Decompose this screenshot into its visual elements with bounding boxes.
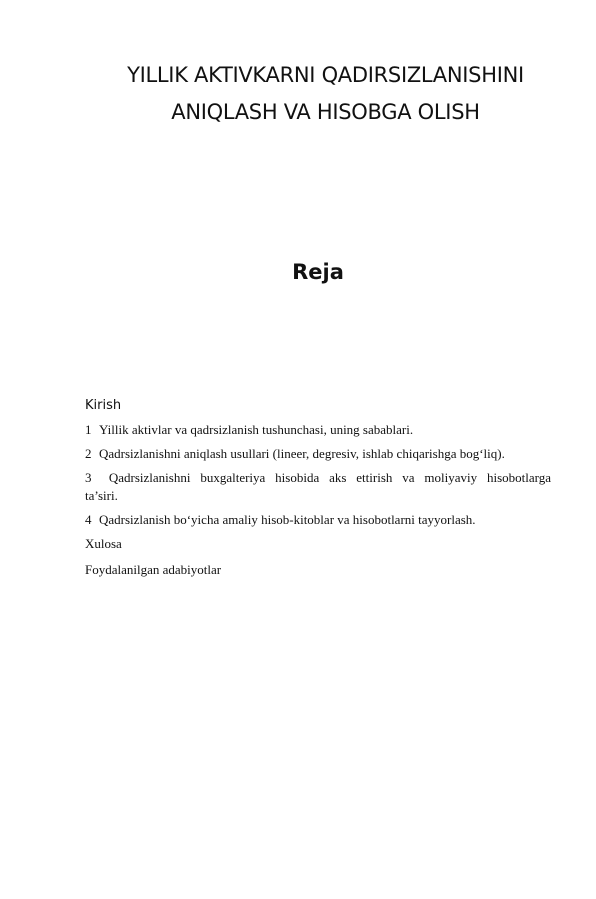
toc-item-1: [85, 421, 551, 439]
toc-item-text: Qadrsizlanishni aniqlash usullari (lineer, degresiv, ishlab chiqarishga bog‘liq).: [99, 446, 505, 461]
toc-item-4: [85, 511, 551, 529]
intro-heading: Kirish: [85, 398, 122, 413]
toc-item-number: 1: [85, 422, 92, 437]
document-page: [0, 57, 596, 899]
toc-item-text-line-1: Qadrsizlanishni buxgalteriya hisobida aks ettirish va moliyaviy hisobotlarga: [108, 470, 552, 485]
toc-item-2: [85, 445, 551, 463]
document-title-line-2: ANIQLASH VA HISOBGA OLISH: [171, 100, 480, 124]
document-title: [85, 57, 551, 131]
table-of-contents: [85, 421, 551, 579]
plan-heading: Reja: [292, 260, 344, 284]
toc-item-text-line-2: ta’siri.: [85, 488, 118, 503]
toc-item-references: Foydalanilgan adabiyotlar: [85, 562, 222, 577]
toc-item-conclusion: Xulosa: [85, 536, 122, 551]
toc-item-text: Yillik aktivlar va qadrsizlanish tushunchasi, uning sabablari.: [99, 422, 414, 437]
document-title-line-1: YILLIK AKTIVKARNI QADIRSIZLANISHINI: [127, 63, 524, 87]
toc-item-number: 3: [85, 470, 92, 485]
toc-item-number: 2: [85, 446, 92, 461]
toc-item-3: [85, 469, 551, 505]
toc-item-line-1: [85, 469, 551, 487]
toc-item-number: 4: [85, 512, 92, 527]
toc-item-text: Qadrsizlanish bo‘yicha amaliy hisob-kitoblar va hisobotlarni tayyorlash.: [99, 512, 476, 527]
